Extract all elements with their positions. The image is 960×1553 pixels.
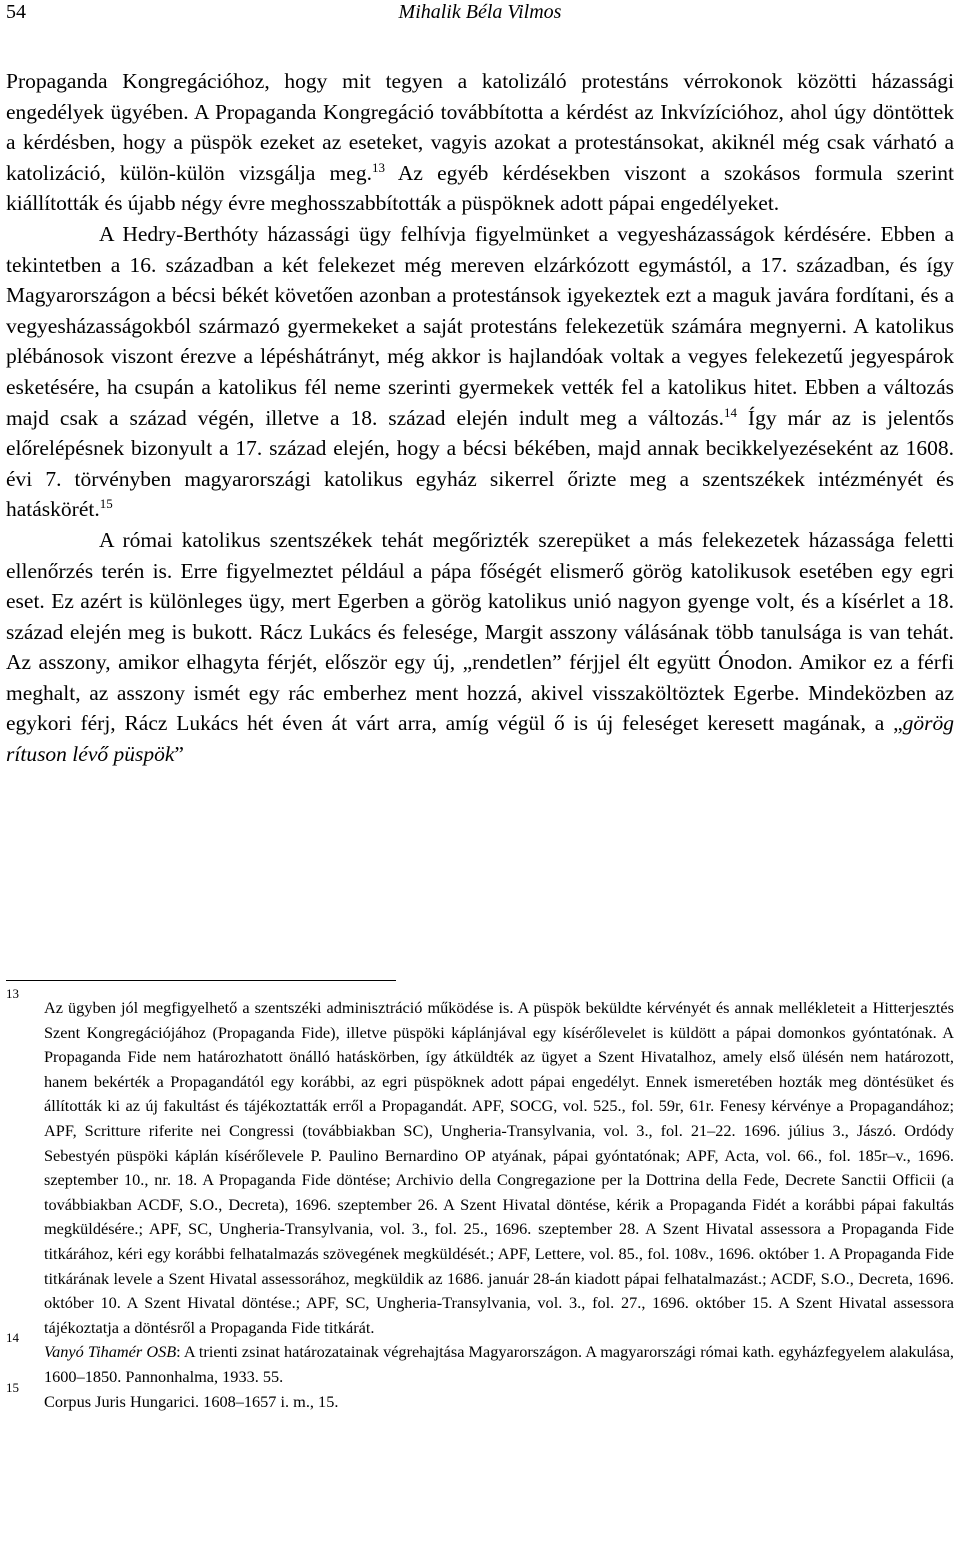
paragraph-3-italic-quote: görög rítuson lévő püspök [6, 711, 954, 767]
footnote-13 [6, 986, 954, 1340]
footnote-text: Corpus Juris Hungarici. 1608–1657 i. m., 15. [44, 1391, 339, 1411]
paragraph-2-text-b: Így már az is jelentős előrelépésnek bizonyult a 17. század elején, hogy a bécsi békében, majd annak becikkelyezéseként az 1608. évi 7. törvényben magyarországi katolikus egyház sikerrel őrizte meg a szentszékek intézményét és hatáskörét. [6, 405, 955, 522]
footnote-ref-14[interactable]: 14 [724, 404, 738, 420]
footnote-separator [6, 980, 396, 981]
footnote-text: : A trienti zsinat határozatainak végrehajtása Magyarországon. A magyarországi római kath. egyházfegyelem alakulása, 1600–1850. Pannonhalma, 1933. 55. [44, 1342, 954, 1386]
paragraph-1-text-a: Propaganda Kongregációhoz, hogy mit tegyen a katolizáló protestáns vérrokonok közötti házassági engedélyek ügyében. A Propaganda Kongregáció továbbította a kérdést az Inkvízícióhoz, ahol úgy döntöttek a kérdésben, hogy a püspök ezeket az eseteket, vagyis azokat a protestánsokat, akiknél még csak várható a katolizáció, külön-külön vizsgálja meg. [6, 69, 954, 185]
paragraph-3-text-b: ” [174, 742, 184, 767]
page-header [6, 0, 954, 26]
page-number: 54 [6, 1, 26, 23]
footnote-14 [6, 1330, 954, 1389]
main-text [6, 66, 954, 770]
footnote-number: 15 [6, 1379, 19, 1395]
footnote-ref-13[interactable]: 13 [371, 159, 385, 175]
paragraph-3-text-a: A római katolikus szentszékek tehát megőrizték szerepüket a más felekezetek házassága feletti ellenőrzés terén is. Erre figyelmeztet például a pápa főségét elismerő görög katolikusok esetében egy egri eset. Ez azért is különleges ügy, mert Egerben a görög katolikus unió nagyon gyenge volt, és a kísérlet a 18. század elején meg is bukott. Rácz Lukács és felesége, Margit asszony válásának több tanulsága is van tehát. Az asszony, amikor elhagyta férjét, először egy új, „rendetlen” férjjel élt együtt Ónodon. Amikor ez a férfi meghalt, az asszony ismét egy rác emberhez ment hozzá, akivel visszaköltöztek Egerbe. Mindeközben az egykori férj, Rácz Lukács hét éven át várt arra, amíg végül ő is új feleséget keresett magának, a „ [6, 527, 954, 736]
paragraph-2 [6, 219, 954, 525]
footnote-text: Az ügyben jól megfigyelhető a szentszéki adminisztráció működése is. A püspök beküldte kérvényét és annak mellékleteit a Hitterjesztés Szent Kongregációjához (Propaganda Fide), illetve püspöki káplánjával egy kísérőlevelet is küldött a pápai domonkos gyóntatónak. A Propaganda Fide nem határozhatott önálló hatáskörben, így átküldték az ügyet a Szent Hivatalhoz, amely első ülésén nem határozott, hanem bekérték a Propagandától egy korábbi, az egri püspöknek adott pápai engedélyt. Ennek ismeretében hozták meg döntésüket és állították ki az új fakultást és tájékoztatták erről a Propagandát. APF, SOCG, vol. 525., fol. 59r, 61r. Fenesy kérvénye a Propagandához; APF, Scritture riferite nei Congressi (továbbiakban SC), Ungheria-Transylvania, vol. 3., fol. 21–22. 1696. július 3., Jászó. Ordódy Sebestyén püspöki káplán kísérőlevele P. Paulino Bernardino OP atyának, pápai gyóntatónak; APF, Acta, vol. 66., fol. 185r–v., 1696. szeptember 10., nr. 18. A Propaganda Fide döntése; Archivio della Congregazione per la Dottrina della Fede, Decrete Sanctii Officii (a továbbiakban ACDF, S.O., Decreta), 1696. szeptember 26. A Szent Hivatal döntése, kérik a Propaganda Fidét a korábbi pápai fakultás megküldésére.; APF, SC, Ungheria-Transylvania, vol. 3., fol. 25., 1696. szeptember 28. A Szent Hivatal assessora a Propaganda Fide titkárához, kéri egy korábbi felhatalmazás szövegének megküldését.; APF, Lettere, vol. 85., fol. 108v., 1696. október 1. A Propaganda Fide titkárának levele a Szent Hivatal assessorához, megküldik az 1686. január 28-án kiadott pápai felhatalmazást.; ACDF, S.O., Decreta, 1696. október 10. A Szent Hivatal döntése.; APF, SC, Ungheria-Transylvania, vol. 3., fol. 27., 1696. október 15. A Szent Hivatal assessora tájékoztatja a döntésről a Propaganda Fide titkárát. [44, 998, 954, 1337]
paragraph-1-text-b: Az egyéb kérdésekben viszont a szokásos formula szerint kiállították és újabb négy évre meghosszabbították a püspöknek adott pápai engedélyeket. [6, 160, 954, 216]
running-title: Mihalik Béla Vilmos [398, 1, 562, 23]
footnote-15 [6, 1379, 954, 1415]
footnote-number: 14 [6, 1330, 19, 1346]
paragraph-1 [6, 66, 954, 219]
paragraph-2-text-a: A Hedry-Berthóty házassági ügy felhívja figyelmünket a vegyesházasságok kérdésére. Ebben a tekintetben a 16. században a két felekezet még mereven elzárkózott egymástól, a 17. században, és így Magyarországon a bécsi békét követően azonban a protestánsok igyekeztek ezt a maguk javára fordítani, és a vegyesházasságokból származó gyermekeket a saját protestáns felekezetük számára megnyerni. A katolikus plébánosok viszont érezve a lépéshátrányt, még akkor is hajlandóak voltak a vegyes felekezetű jegyespárok esketésére, ha csupán a katolikus fél neme szerinti gyermekek vették fel a katolikus hitet. Ebben a változás majd csak a század végén, illetve a 18. század elején indult meg a változás. [6, 221, 954, 430]
footnote-author: Vanyó Tihamér OSB [44, 1342, 177, 1362]
footnotes [6, 986, 954, 1414]
footnote-number: 13 [6, 986, 19, 1001]
footnote-ref-15[interactable]: 15 [99, 496, 113, 512]
paragraph-3 [6, 525, 954, 770]
